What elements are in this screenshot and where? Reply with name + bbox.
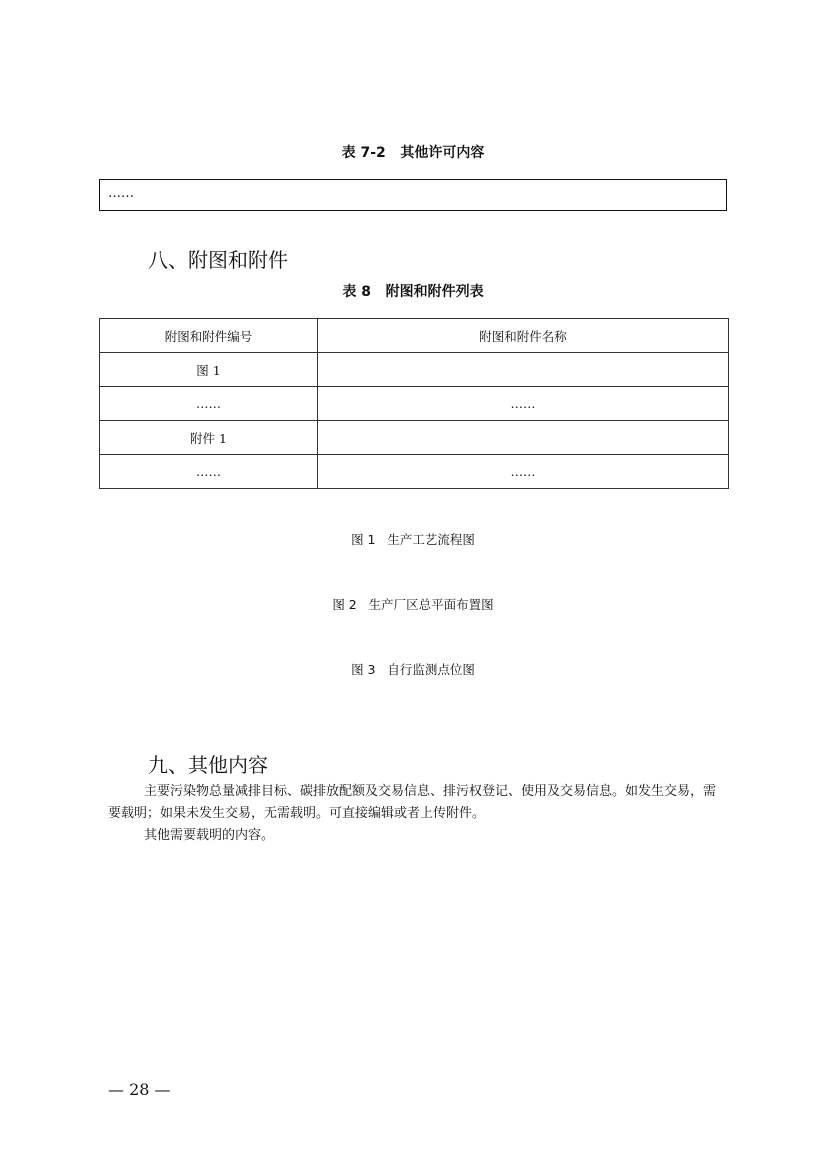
table-7-2-caption: 表 7-2 其他许可内容 bbox=[341, 145, 485, 161]
section-9-paragraph-2: 其他需要载明的内容。 bbox=[144, 828, 275, 843]
table-header-row bbox=[100, 319, 729, 353]
section-9-paragraph-1: 主要污染物总量减排目标、碳排放配额及交易信息、排污权登记、使用及交易信息。如发生交易，需要载明；如果未发生交易，无需载明。可直接编辑或者上传附件。 bbox=[108, 784, 717, 821]
row-cell-name bbox=[318, 421, 729, 455]
attachments-table bbox=[99, 318, 729, 489]
row-cell-number: 图 1 bbox=[100, 353, 318, 387]
table-row bbox=[100, 421, 729, 455]
page-number: — 28 — bbox=[108, 1080, 171, 1099]
row-cell-name bbox=[318, 353, 729, 387]
section-8-heading: 八、附图和附件 bbox=[148, 248, 288, 272]
row-cell-number: 附件 1 bbox=[100, 421, 318, 455]
section-9-heading: 九、其他内容 bbox=[148, 753, 268, 777]
header-cell-name: 附图和附件名称 bbox=[318, 319, 729, 353]
table-row bbox=[100, 455, 729, 489]
table-8-caption: 表 8 附图和附件列表 bbox=[342, 284, 484, 300]
table-7-2-box bbox=[99, 179, 727, 211]
row-cell-name: …… bbox=[318, 455, 729, 489]
row-cell-number: …… bbox=[100, 455, 318, 489]
row-cell-name: …… bbox=[318, 387, 729, 421]
figure-2-caption: 图 2 生产厂区总平面布置图 bbox=[332, 597, 494, 612]
row-cell-number: …… bbox=[100, 387, 318, 421]
figure-3-caption: 图 3 自行监测点位图 bbox=[351, 662, 475, 677]
table-row bbox=[100, 353, 729, 387]
table-row bbox=[100, 387, 729, 421]
figure-1-caption: 图 1 生产工艺流程图 bbox=[351, 532, 475, 547]
header-cell-number: 附图和附件编号 bbox=[100, 319, 318, 353]
table-7-2-content: …… bbox=[108, 186, 134, 201]
